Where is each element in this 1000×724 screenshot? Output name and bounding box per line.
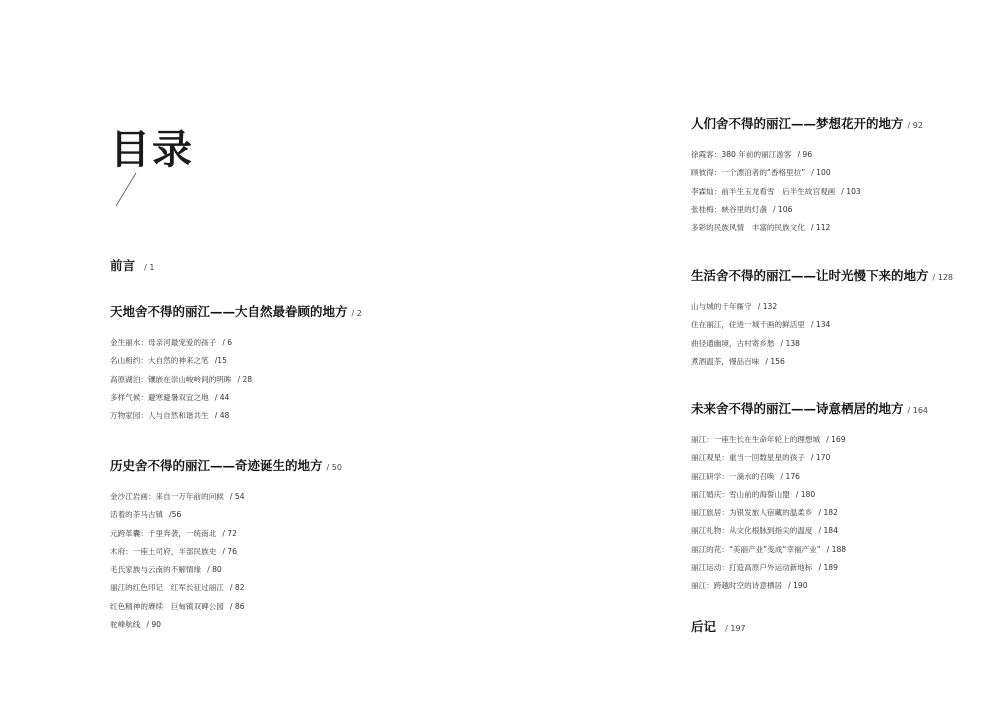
toc-entry[interactable] [691, 183, 923, 201]
entry-page: / 132 [757, 302, 778, 311]
entry-page: /15 [214, 356, 227, 366]
entry-text: 活着的茶马古镇 [110, 510, 164, 520]
afterword-page: / 197 [725, 624, 746, 633]
entry-text: 丽江：跨越时空的诗意栖居 [691, 581, 783, 591]
entry-text: 山与城的千年厮守 [691, 302, 752, 311]
entry-page: / 106 [772, 204, 793, 214]
toc-entry[interactable] [110, 371, 362, 389]
entry-page: / 112 [810, 223, 831, 233]
entry-page: / 134 [810, 320, 831, 330]
entry-page: / 188 [826, 544, 847, 554]
toc-entry[interactable] [110, 616, 342, 634]
entry-page: / 80 [207, 565, 222, 575]
entry-page: / 72 [222, 528, 237, 538]
entry-page: / 54 [229, 492, 245, 501]
toc-entry[interactable] [691, 335, 953, 353]
toc-entry[interactable] [110, 407, 362, 425]
entry-text: 丽江：一座生长在生命年轮上的理想城 [691, 435, 821, 444]
entry-text: 丽江礼物：从文化根脉到指尖的温度 [691, 526, 813, 536]
afterword-label: 后记 [691, 619, 717, 634]
toc-entry[interactable] [110, 352, 362, 370]
entry-text: 徐霞客：380 年前的丽江游客 [691, 150, 792, 159]
entry-page: / 86 [229, 601, 245, 611]
entry-text: 名山相约：大自然的神来之笔 [110, 356, 209, 366]
chapter-title-text: 未来舍不得的丽江——诗意栖居的地方 [691, 401, 904, 416]
toc-entry[interactable] [110, 561, 342, 579]
preface-entry[interactable] [110, 255, 154, 276]
toc-entry[interactable] [110, 598, 342, 616]
toc-entry[interactable] [691, 449, 928, 467]
chapter-section [110, 458, 342, 634]
entry-text: 曲径通幽境，古村寄乡愁 [691, 338, 775, 348]
toc-entry[interactable] [691, 522, 928, 540]
chapter-page: / 128 [932, 273, 954, 282]
entry-text: 丽江研学：一滴水的召唤 [691, 471, 775, 481]
chapter-section [691, 268, 953, 371]
entry-text: 金生丽水：母亲河最宠爱的孩子 [110, 338, 217, 347]
toc-entry[interactable] [110, 579, 342, 597]
entry-page: / 6 [222, 338, 233, 347]
chapter-section [691, 401, 928, 596]
chapter-title-text: 天地舍不得的丽江——大自然最眷顾的地方 [110, 304, 348, 319]
toc-entry[interactable] [691, 201, 923, 219]
preface-page: / 1 [144, 263, 155, 272]
entry-text: 丽江的花：“美丽产业”变成“幸福产业” [691, 544, 821, 554]
chapter-title[interactable] [110, 304, 362, 322]
entry-text: 高原湖泊：镶嵌在崇山峻岭间的明眸 [110, 374, 232, 384]
entry-page: / 184 [818, 526, 838, 536]
toc-entry[interactable] [691, 353, 953, 371]
chapter-title[interactable] [110, 458, 342, 476]
entry-text: 丽江观星：重当一回数星星的孩子 [691, 453, 805, 463]
chapter-title-text: 人们舍不得的丽江——梦想花开的地方 [691, 116, 904, 131]
toc-entry[interactable] [691, 577, 928, 595]
toc-entry[interactable] [110, 389, 362, 407]
entry-page: / 190 [788, 581, 808, 591]
entry-text: 木府：一座土司府，半部民族史 [110, 546, 217, 556]
entry-page: / 100 [811, 168, 831, 178]
entry-page: / 103 [841, 186, 861, 196]
toc-entry[interactable] [691, 298, 953, 316]
entry-text: 驼峰航线 [110, 620, 141, 630]
toc-entry[interactable] [691, 164, 923, 182]
chapter-title[interactable] [691, 401, 928, 419]
entry-text: 多样气候：避寒避暑双宜之地 [110, 392, 209, 402]
toc-entry[interactable] [110, 543, 342, 561]
toc-entry[interactable] [691, 541, 928, 559]
entry-text: 毛氏家族与云南的不解情缘 [110, 565, 202, 575]
chapter-title-text: 生活舍不得的丽江——让时光慢下来的地方 [691, 268, 929, 283]
entry-text: 丽江的红色印记 红军长征过丽江 [110, 583, 224, 593]
entry-page: / 96 [797, 150, 813, 159]
preface-label: 前言 [110, 258, 136, 273]
entry-page: /56 [169, 510, 182, 520]
entry-page: / 156 [765, 356, 785, 366]
entry-page: / 90 [146, 620, 162, 630]
entry-page: / 138 [780, 338, 800, 348]
entry-text: 金沙江岩画：来自一万年前的问候 [110, 492, 224, 501]
toc-entry[interactable] [691, 504, 928, 522]
entry-page: / 189 [818, 563, 838, 573]
chapter-page: / 164 [907, 406, 929, 415]
toc-entry[interactable] [691, 316, 953, 334]
entry-page: / 28 [237, 374, 253, 384]
chapter-page: / 50 [326, 463, 342, 472]
entry-page: / 169 [826, 435, 846, 444]
entry-text: 张桂梅：峡谷里的灯盏 [691, 204, 767, 214]
chapter-page: / 92 [907, 121, 923, 130]
entry-text: 元跨革囊：千里奔袭，一统南北 [110, 528, 217, 538]
entry-text: 顾彼得：一个漂泊者的“香格里拉” [691, 168, 806, 178]
entry-text: 红色精神的赓续 巨甸镇双碑公园 [110, 601, 224, 611]
toc-entry[interactable] [110, 488, 342, 506]
toc-entry[interactable] [691, 559, 928, 577]
entry-page: / 48 [214, 411, 230, 421]
entry-text: 丽江婚庆：雪山前的海誓山盟 [691, 489, 790, 499]
entry-text: 多彩的民族风情 丰富的民族文化 [691, 223, 805, 233]
chapter-section [691, 116, 923, 237]
chapter-page: / 2 [351, 309, 362, 318]
chapter-title-text: 历史舍不得的丽江——奇迹诞生的地方 [110, 458, 323, 473]
entry-page: / 182 [818, 508, 838, 518]
chapter-title[interactable] [691, 268, 953, 286]
toc-entry[interactable] [691, 468, 928, 486]
entry-page: / 82 [229, 583, 245, 593]
toc-entry[interactable] [691, 486, 928, 504]
entry-text: 万物家园：人与自然和谐共生 [110, 411, 209, 421]
afterword-entry[interactable] [691, 616, 746, 637]
toc-entry[interactable] [691, 431, 928, 449]
toc-entry[interactable] [691, 219, 923, 237]
entry-page: / 176 [780, 471, 800, 481]
entry-page: / 76 [222, 546, 237, 556]
entry-text: 丽江旅居：为银发旅人宿藏的温柔乡 [691, 508, 813, 518]
entry-text: 住在丽江，住进一城千画的鲜活里 [691, 320, 805, 330]
slash-decoration [114, 172, 138, 208]
entry-page: / 170 [810, 453, 831, 463]
chapter-title[interactable] [691, 116, 923, 134]
toc-entry[interactable] [110, 334, 362, 352]
entry-text: 李霖灿：前半生玉龙看雪 后半生故宫观画 [691, 186, 836, 196]
toc-entry[interactable] [110, 525, 342, 543]
entry-text: 丽江运动：打造高原户外运动新地标 [691, 563, 813, 573]
entry-text: 煮酒温茶，慢品百味 [691, 356, 760, 366]
entry-page: / 44 [214, 392, 230, 402]
toc-entry[interactable] [110, 506, 342, 524]
page-title: 目录 [110, 127, 194, 173]
toc-entry[interactable] [691, 146, 923, 164]
chapter-section [110, 304, 362, 425]
entry-page: / 180 [795, 489, 816, 499]
